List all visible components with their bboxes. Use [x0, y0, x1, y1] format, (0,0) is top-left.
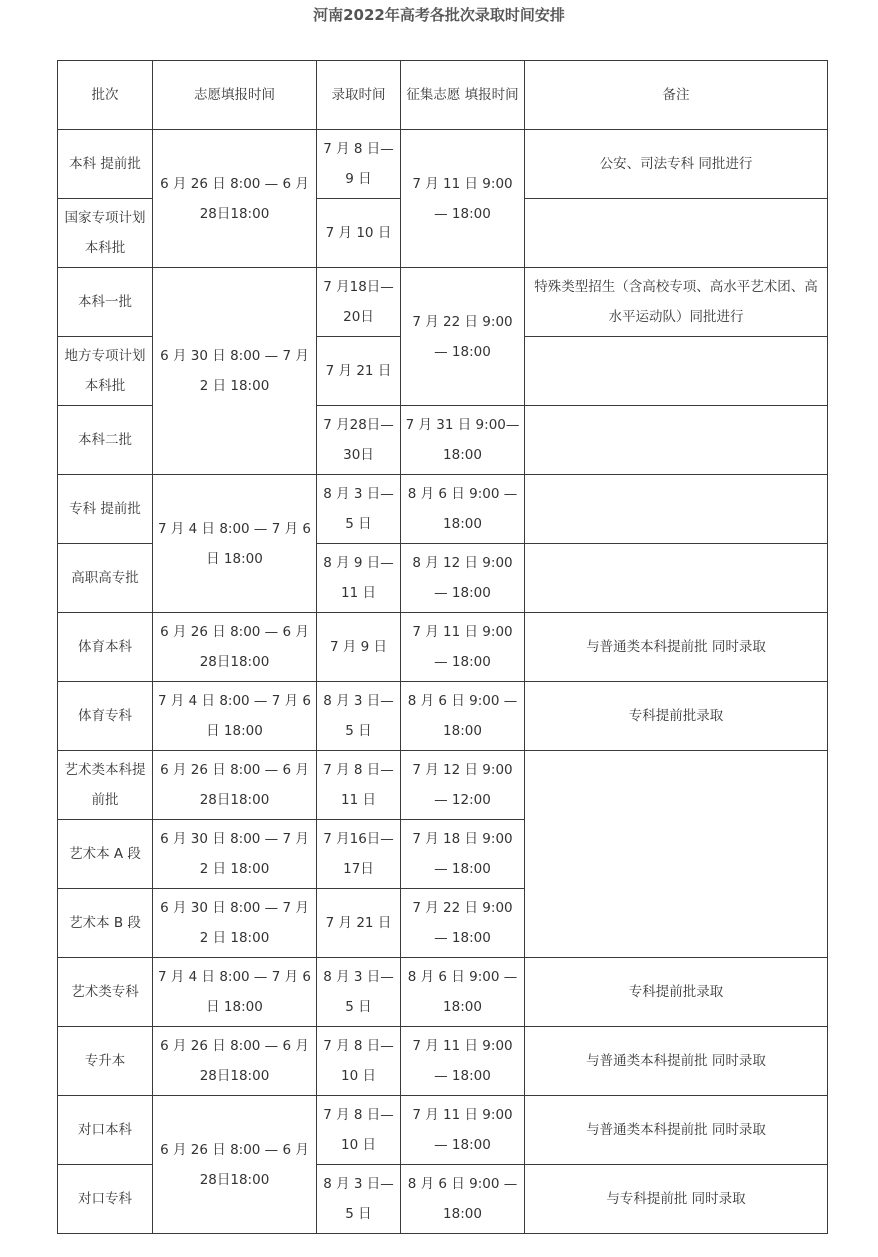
solicit-time-cell: 8 月 6 日 9:00 — 18:00: [401, 682, 525, 751]
batch-cell: 体育专科: [58, 682, 153, 751]
note-cell: [525, 199, 828, 268]
batch-cell: 专科 提前批: [58, 475, 153, 544]
solicit-time-cell: 7 月 11 日 9:00 — 18:00: [401, 130, 525, 268]
solicit-time-cell: 7 月 11 日 9:00 — 18:00: [401, 1027, 525, 1096]
solicit-time-cell: 7 月 31 日 9:00—18:00: [401, 406, 525, 475]
table-row: [58, 751, 828, 820]
batch-cell: 体育本科: [58, 613, 153, 682]
table-row: [58, 268, 828, 337]
batch-cell: 地方专项计划本科批: [58, 337, 153, 406]
admit-time-cell: 8 月 3 日—5 日: [317, 475, 401, 544]
note-cell: [525, 406, 828, 475]
note-cell: 与专科提前批 同时录取: [525, 1165, 828, 1234]
fill-time-cell: 6 月 30 日 8:00 — 7 月 2 日 18:00: [153, 268, 317, 475]
batch-cell: 本科二批: [58, 406, 153, 475]
fill-time-cell: 6 月 26 日 8:00 — 6 月 28日18:00: [153, 1096, 317, 1234]
table-row: [58, 613, 828, 682]
admit-time-cell: 7 月 8 日—10 日: [317, 1027, 401, 1096]
solicit-time-cell: 7 月 22 日 9:00 — 18:00: [401, 268, 525, 406]
solicit-time-cell: 7 月 22 日 9:00 — 18:00: [401, 889, 525, 958]
fill-time-cell: 6 月 26 日 8:00 — 6 月 28日18:00: [153, 130, 317, 268]
note-cell: 与普通类本科提前批 同时录取: [525, 1096, 828, 1165]
admit-time-cell: 7 月18日—20日: [317, 268, 401, 337]
note-cell: 专科提前批录取: [525, 682, 828, 751]
admit-time-cell: 7 月 21 日: [317, 337, 401, 406]
header-note: 备注: [525, 61, 828, 130]
header-batch: 批次: [58, 61, 153, 130]
batch-cell: 高职高专批: [58, 544, 153, 613]
admit-time-cell: 7 月16日—17日: [317, 820, 401, 889]
solicit-time-cell: 7 月 11 日 9:00 — 18:00: [401, 613, 525, 682]
admit-time-cell: 8 月 9 日—11 日: [317, 544, 401, 613]
solicit-time-cell: 8 月 6 日 9:00 — 18:00: [401, 475, 525, 544]
fill-time-cell: 6 月 30 日 8:00 — 7 月 2 日 18:00: [153, 889, 317, 958]
admission-schedule-table: [57, 60, 828, 1234]
note-cell: 特殊类型招生（含高校专项、高水平艺术团、高水平运动队）同批进行: [525, 268, 828, 337]
note-cell: 公安、司法专科 同批进行: [525, 130, 828, 199]
batch-cell: 艺术类本科提前批: [58, 751, 153, 820]
table-row: [58, 958, 828, 1027]
fill-time-cell: 7 月 4 日 8:00 — 7 月 6 日 18:00: [153, 682, 317, 751]
admit-time-cell: 7 月28日—30日: [317, 406, 401, 475]
batch-cell: 艺术类专科: [58, 958, 153, 1027]
fill-time-cell: 7 月 4 日 8:00 — 7 月 6 日 18:00: [153, 475, 317, 613]
batch-cell: 对口专科: [58, 1165, 153, 1234]
solicit-time-cell: 8 月 6 日 9:00 — 18:00: [401, 1165, 525, 1234]
note-cell: [525, 751, 828, 958]
admit-time-cell: 7 月 10 日: [317, 199, 401, 268]
batch-cell: 本科一批: [58, 268, 153, 337]
batch-cell: 艺术本 A 段: [58, 820, 153, 889]
batch-cell: 国家专项计划本科批: [58, 199, 153, 268]
fill-time-cell: 6 月 26 日 8:00 — 6 月 28日18:00: [153, 751, 317, 820]
note-cell: [525, 337, 828, 406]
admit-time-cell: 7 月 21 日: [317, 889, 401, 958]
batch-cell: 专升本: [58, 1027, 153, 1096]
batch-cell: 艺术本 B 段: [58, 889, 153, 958]
admit-time-cell: 7 月 8 日—10 日: [317, 1096, 401, 1165]
admit-time-cell: 7 月 8 日—11 日: [317, 751, 401, 820]
admit-time-cell: 7 月 9 日: [317, 613, 401, 682]
table-row: [58, 1027, 828, 1096]
note-cell: 与普通类本科提前批 同时录取: [525, 1027, 828, 1096]
solicit-time-cell: 7 月 11 日 9:00 — 18:00: [401, 1096, 525, 1165]
solicit-time-cell: 8 月 12 日 9:00 — 18:00: [401, 544, 525, 613]
note-cell: [525, 544, 828, 613]
fill-time-cell: 7 月 4 日 8:00 — 7 月 6 日 18:00: [153, 958, 317, 1027]
admit-time-cell: 7 月 8 日—9 日: [317, 130, 401, 199]
header-fill-time: 志愿填报时间: [153, 61, 317, 130]
admit-time-cell: 8 月 3 日—5 日: [317, 682, 401, 751]
batch-cell: 对口本科: [58, 1096, 153, 1165]
header-admit-time: 录取时间: [317, 61, 401, 130]
fill-time-cell: 6 月 26 日 8:00 — 6 月 28日18:00: [153, 613, 317, 682]
admit-time-cell: 8 月 3 日—5 日: [317, 958, 401, 1027]
solicit-time-cell: 7 月 12 日 9:00 — 12:00: [401, 751, 525, 820]
table-row: [58, 130, 828, 199]
batch-cell: 本科 提前批: [58, 130, 153, 199]
fill-time-cell: 6 月 30 日 8:00 — 7 月 2 日 18:00: [153, 820, 317, 889]
table-row: [58, 475, 828, 544]
page-title: 河南2022年高考各批次录取时间安排: [313, 6, 565, 24]
fill-time-cell: 6 月 26 日 8:00 — 6 月 28日18:00: [153, 1027, 317, 1096]
solicit-time-cell: 8 月 6 日 9:00 — 18:00: [401, 958, 525, 1027]
note-cell: [525, 475, 828, 544]
table-header-row: [58, 61, 828, 130]
table-row: [58, 1096, 828, 1165]
note-cell: 与普通类本科提前批 同时录取: [525, 613, 828, 682]
admit-time-cell: 8 月 3 日—5 日: [317, 1165, 401, 1234]
table-row: [58, 682, 828, 751]
solicit-time-cell: 7 月 18 日 9:00 — 18:00: [401, 820, 525, 889]
header-solicit-time: 征集志愿 填报时间: [401, 61, 525, 130]
note-cell: 专科提前批录取: [525, 958, 828, 1027]
